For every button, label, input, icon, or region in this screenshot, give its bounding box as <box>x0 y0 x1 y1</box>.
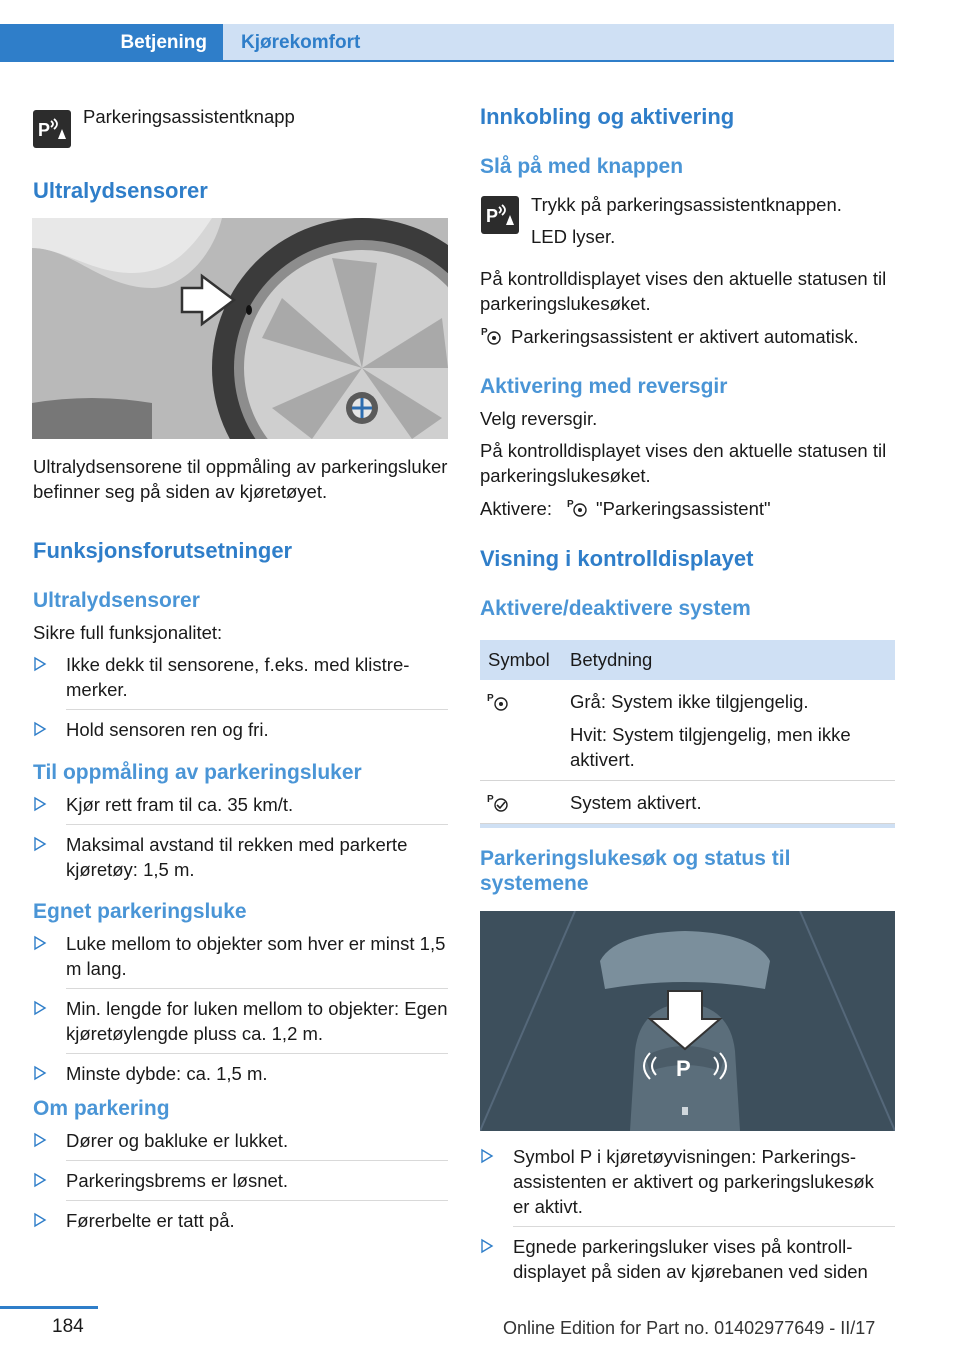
list-item: Minste dybde: ca. 1,5 m. <box>33 1061 448 1086</box>
divider <box>66 709 448 710</box>
divider <box>66 1053 448 1054</box>
table-row <box>480 680 895 781</box>
sensor-photo <box>32 218 448 439</box>
list-item: Luke mellom to objekter som hver er minst 1,5 m lang. <box>33 931 448 981</box>
svg-text:P: P <box>487 693 494 704</box>
oppmaling-bullet-list <box>33 792 448 882</box>
heading-ultralydsensorer: Ultralydsensorer <box>33 178 208 203</box>
triangle-bullet-icon <box>33 1132 47 1148</box>
heading-oppmaling: Til oppmåling av parkeringsluker <box>33 761 362 784</box>
tab-kjorekomfort[interactable]: Kjørekomfort <box>223 24 894 61</box>
icon-caption: Parkeringsassistentknapp <box>83 106 295 127</box>
trykk-text: Trykk på parkeringsassistentknappen. <box>531 194 842 215</box>
table-bottom-rule <box>480 824 895 828</box>
status-bullet-list <box>480 1144 895 1284</box>
parking-assist-button-icon-2 <box>481 196 519 234</box>
divider <box>66 1200 448 1201</box>
parking-assist-symbol-icon <box>480 324 504 346</box>
triangle-bullet-icon <box>33 656 47 672</box>
header-divider <box>0 60 894 62</box>
tab-betjening[interactable]: Betjening <box>0 24 223 61</box>
divider <box>66 824 448 825</box>
auto-activated-text: Parkeringsassistent er aktivert automatisk. <box>511 326 859 347</box>
triangle-bullet-icon <box>33 1065 47 1081</box>
velg-reversgir-text: Velg reversgir. <box>480 408 598 429</box>
header-betydning: Betydning <box>570 649 653 670</box>
heading-sla-pa: Slå på med knappen <box>480 155 684 178</box>
triangle-bullet-icon <box>33 1212 47 1228</box>
heading-reversgir: Aktivering med reversgir <box>480 375 728 398</box>
parking-assist-symbol-icon <box>566 496 590 518</box>
triangle-bullet-icon <box>33 796 47 812</box>
heading-visning: Visning i kontrolldisplayet <box>480 546 754 571</box>
heading-funksjonsforutsetninger: Funksjonsforutsetninger <box>33 538 293 563</box>
triangle-bullet-icon <box>480 1238 494 1254</box>
triangle-bullet-icon <box>33 1172 47 1188</box>
heading-om-parkering: Om parkering <box>33 1097 170 1120</box>
display-screenshot <box>480 911 895 1131</box>
table-row <box>480 781 895 824</box>
list-item: Egnede parkeringsluker vises på kontrolldisplayet på siden av kjørebanen ved siden <box>480 1234 895 1284</box>
table-header <box>480 640 895 680</box>
svg-text:P: P <box>486 206 499 226</box>
divider <box>66 1160 448 1161</box>
heading-status: Parkeringslukesøk og status til systemene <box>480 847 791 895</box>
svg-text:P: P <box>487 794 494 805</box>
svg-text:P: P <box>567 499 574 510</box>
footer-rule <box>0 1306 98 1309</box>
row-line: Hvit: System tilgjengelig, men ikke aktivert. <box>570 724 851 770</box>
divider <box>66 988 448 989</box>
parking-assist-button-icon <box>33 110 71 148</box>
svg-text:P: P <box>481 327 488 338</box>
edition-note: Online Edition for Part no. 01402977649 - II/17 <box>503 1318 876 1338</box>
list-item: Maksimal avstand til rekken med parkerte kjøretøy: 1,5 m. <box>33 832 448 882</box>
parking-assist-active-icon <box>486 791 512 813</box>
list-item: Kjør rett fram til ca. 35 km/t. <box>33 792 448 817</box>
list-item: Førerbelte er tatt på. <box>33 1208 448 1233</box>
egnet-bullet-list <box>33 931 448 1086</box>
display-status-text: På kontrolldisplayet vises den aktuelle statusen til parkeringslukesøket. <box>480 268 887 314</box>
sikre-text: Sikre full funksjonalitet: <box>33 622 223 643</box>
page-number: 184 <box>52 1316 84 1337</box>
triangle-bullet-icon <box>33 935 47 951</box>
row-line: Grå: System ikke tilgjengelig. <box>570 691 809 712</box>
display-status-text-2: På kontrolldisplayet vises den aktuelle statusen til parkeringslukesøket. <box>480 440 887 486</box>
triangle-bullet-icon <box>33 721 47 737</box>
list-item: Hold sensoren ren og fri. <box>33 717 448 742</box>
parking-assist-icon <box>486 690 512 712</box>
triangle-bullet-icon <box>33 1000 47 1016</box>
heading-ultralydsensorer-sub: Ultralydsensorer <box>33 589 200 612</box>
sensor-description: Ultralydsensorene til oppmåling av parkeringsluker befinner seg på siden av kjøretøyet. <box>33 456 448 502</box>
symbol-table <box>480 640 895 828</box>
list-item: Dører og bakluke er lukket. <box>33 1128 448 1153</box>
triangle-bullet-icon <box>480 1148 494 1164</box>
svg-text:P: P <box>38 120 51 140</box>
aktivere-value: "Parkeringsassistent" <box>596 498 771 519</box>
list-item: Min. lengde for luken mellom to objekter: Egen kjøretøylengde pluss ca. 1,2 m. <box>33 996 448 1046</box>
triangle-bullet-icon <box>33 836 47 852</box>
heading-egnet: Egnet parkeringsluke <box>33 900 247 923</box>
heading-innkobling: Innkobling og aktivering <box>480 104 735 129</box>
aktivere-label: Aktivere: <box>480 498 552 519</box>
row-line: System aktivert. <box>570 792 702 813</box>
list-item: Ikke dekk til sensorene, f.eks. med klistremerker. <box>33 652 448 702</box>
led-text: LED lyser. <box>531 226 616 247</box>
list-item: Parkeringsbrems er løsnet. <box>33 1168 448 1193</box>
display-p-label: P <box>676 1056 691 1081</box>
header-symbol: Symbol <box>488 649 550 670</box>
header-tabs <box>0 0 960 62</box>
heading-aktivere-deaktivere: Aktivere/deaktivere system <box>480 597 751 620</box>
divider <box>513 1226 895 1227</box>
list-item: Symbol P i kjøretøyvisningen: Parkeringsassistenten er aktivert og parkeringslukesøk er aktivt. <box>480 1144 895 1219</box>
sensor-bullet-list <box>33 652 448 742</box>
om-bullet-list <box>33 1128 448 1233</box>
